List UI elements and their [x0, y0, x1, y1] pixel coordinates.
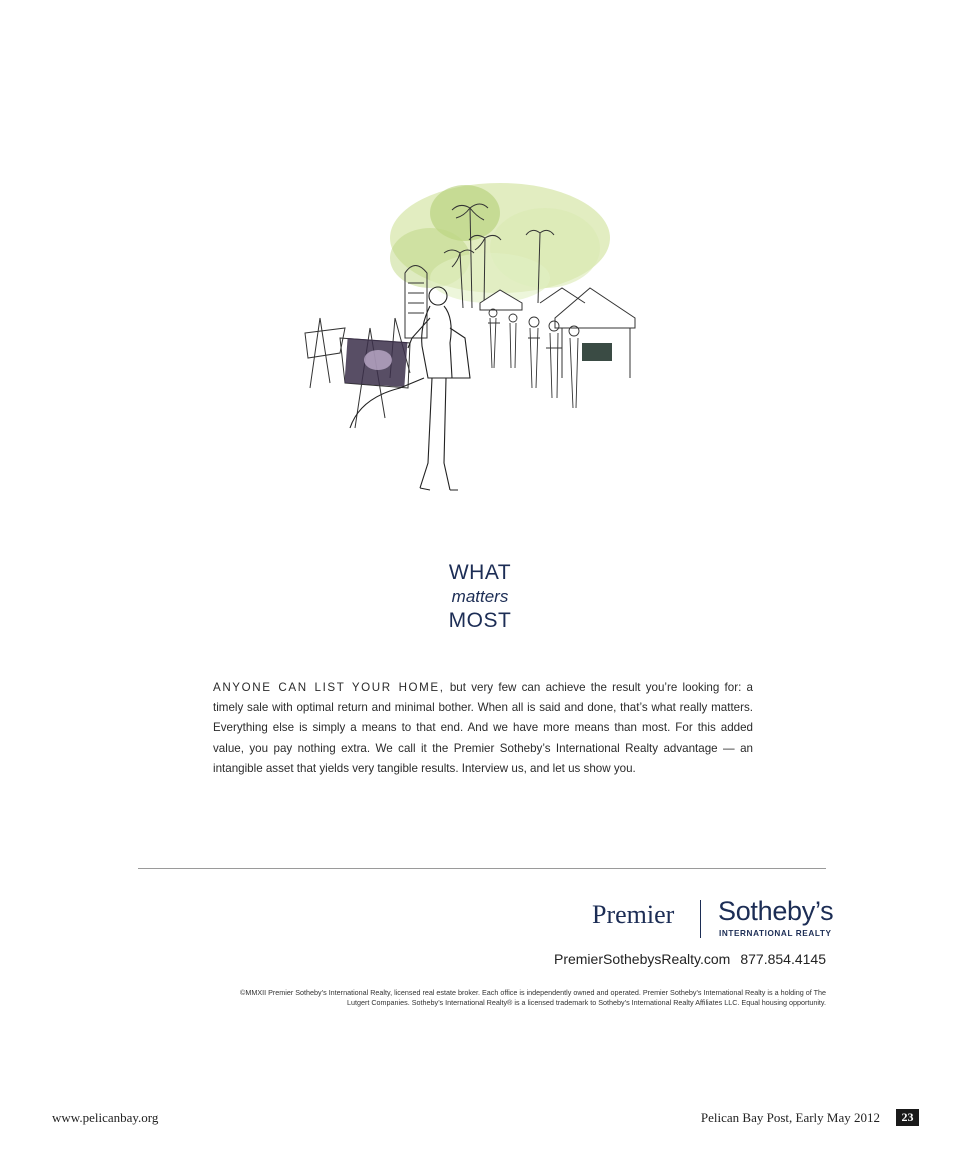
headline-what: WHAT	[448, 561, 512, 584]
footer-website[interactable]: www.pelicanbay.org	[52, 1110, 159, 1125]
headline-most: MOST	[448, 609, 512, 632]
phone-number: 877.854.4145	[740, 951, 826, 967]
standing-woman	[350, 287, 470, 490]
headline	[380, 560, 580, 634]
body-copy	[213, 678, 753, 779]
legal-disclaimer: ©MMXII Premier Sotheby’s International Realty, licensed real estate broker. Each office is independently owned and operated. Premier Sotheby’s International Realty is a holding of The Lutgert Companies. Sotheby’s International Realty® is a licensed trademark to Sotheby’s International Realty Affiliates LLC. Equal housing opportunity.	[240, 988, 826, 1007]
body-text: but very few can achieve the result you’re looking for: a timely sale with optimal return and minimal bother. When all is said and done, that’s what really matters. Everything else is simply a means to that end. And we have more means than most. For this added value, you pay nothing extra. We call it the Premier Sotheby’s International Realty advantage — an intangible asset that yields very tangible results. Interview us, and let us show you.	[213, 681, 753, 775]
tent-artwork	[582, 343, 612, 361]
logo-divider	[700, 900, 701, 938]
divider-rule	[138, 868, 826, 869]
page-number-badge: 23	[896, 1109, 919, 1126]
contact-line	[554, 951, 826, 967]
website-link[interactable]: PremierSothebysRealty.com	[553, 951, 731, 967]
foliage-wash	[390, 183, 610, 303]
art-fair-illustration	[300, 178, 666, 498]
footer-publication: Pelican Bay Post, Early May 2012	[700, 1110, 880, 1125]
logo-sothebys: Sotheby’s	[718, 896, 834, 926]
logo-subtitle: INTERNATIONAL REALTY	[719, 929, 832, 938]
body-lead: ANYONE CAN LIST YOUR HOME,	[213, 681, 445, 694]
easel-painting	[344, 338, 407, 387]
headline-matters: matters	[451, 587, 509, 606]
logo-premier: Premier	[592, 900, 675, 929]
